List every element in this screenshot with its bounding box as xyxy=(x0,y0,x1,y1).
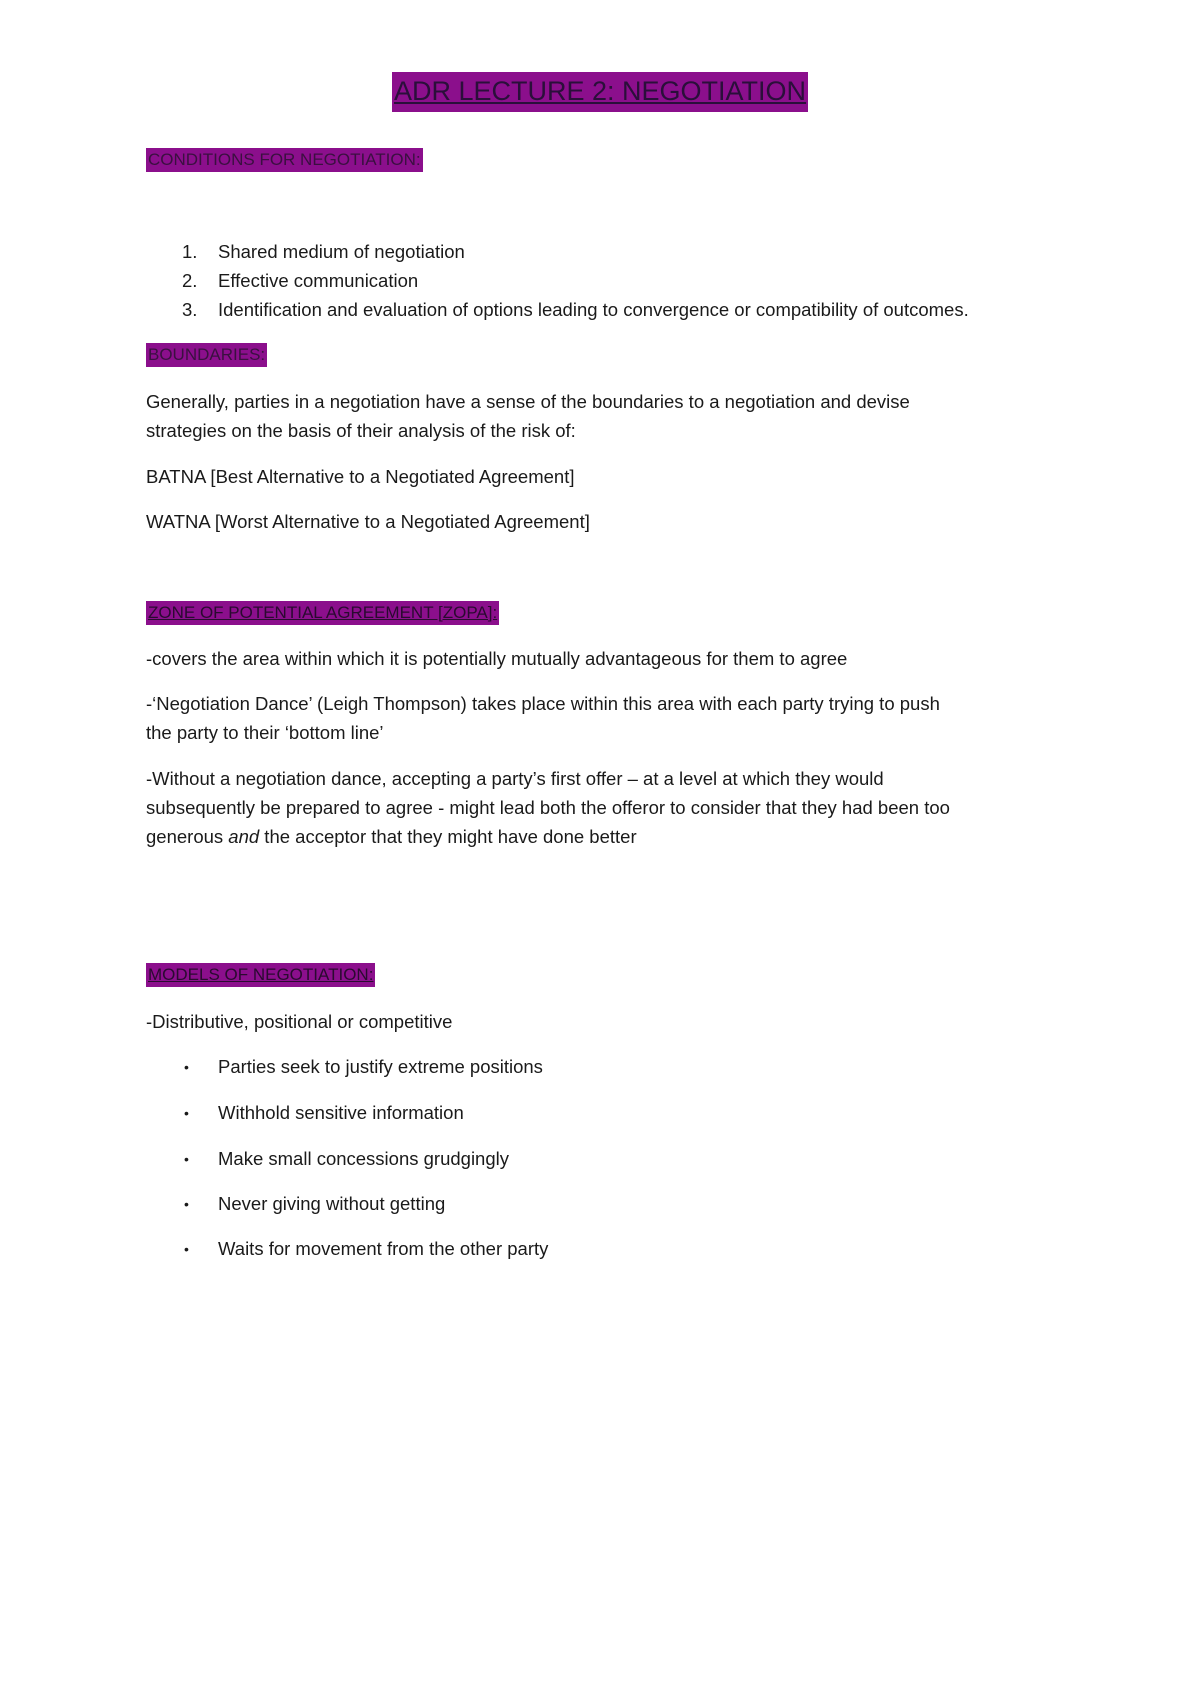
bullet-item: Parties seek to justify extreme positions xyxy=(218,1056,543,1077)
bullet-icon: • xyxy=(184,1151,189,1167)
bullet-item: Waits for movement from the other party xyxy=(218,1238,549,1259)
italic-text-run: and xyxy=(228,826,260,847)
watna-definition: WATNA [Worst Alternative to a Negotiated Agreement] xyxy=(146,511,590,532)
text-run: the acceptor that they might have done better xyxy=(259,826,637,847)
conditions-heading: CONDITIONS FOR NEGOTIATION: xyxy=(146,148,423,172)
title-container xyxy=(0,72,1200,112)
list-item: Identification and evaluation of options leading to convergence or compatibility of outcomes. xyxy=(218,299,969,320)
text-run: generous xyxy=(146,826,229,847)
bullet-icon: • xyxy=(184,1105,189,1121)
bullet-icon: • xyxy=(184,1196,189,1212)
zopa-paragraph: -covers the area within which it is potentially mutually advantageous for them to agree xyxy=(146,648,848,669)
models-heading: MODELS OF NEGOTIATION: xyxy=(146,963,375,987)
bullet-item: Never giving without getting xyxy=(218,1193,446,1214)
bullet-icon: • xyxy=(184,1059,189,1075)
boundaries-heading: BOUNDARIES: xyxy=(146,343,267,367)
bullet-item: Make small concessions grudgingly xyxy=(218,1148,509,1169)
list-item-number: 1. xyxy=(182,241,198,262)
zopa-paragraph-line: -‘Negotiation Dance’ (Leigh Thompson) takes place within this area with each party trying to push xyxy=(146,693,940,714)
bullet-icon: • xyxy=(184,1241,189,1257)
zopa-paragraph-line: -Without a negotiation dance, accepting a party’s first offer – at a level at which they would xyxy=(146,768,884,789)
zopa-heading: ZONE OF POTENTIAL AGREEMENT [ZOPA]: xyxy=(146,601,499,625)
models-subheading: -Distributive, positional or competitive xyxy=(146,1011,453,1032)
list-item: Effective communication xyxy=(218,270,419,291)
list-item-number: 3. xyxy=(182,299,198,320)
bullet-item: Withhold sensitive information xyxy=(218,1102,464,1123)
list-item: Shared medium of negotiation xyxy=(218,241,465,262)
boundaries-paragraph-line: strategies on the basis of their analysis of the risk of: xyxy=(146,420,576,441)
zopa-paragraph-line xyxy=(146,825,637,849)
zopa-paragraph-line: the party to their ‘bottom line’ xyxy=(146,722,384,743)
boundaries-paragraph-line: Generally, parties in a negotiation have a sense of the boundaries to a negotiation and devise xyxy=(146,391,910,412)
zopa-paragraph-line: subsequently be prepared to agree - might lead both the offeror to consider that they had been too xyxy=(146,797,950,818)
list-item-number: 2. xyxy=(182,270,198,291)
batna-definition: BATNA [Best Alternative to a Negotiated Agreement] xyxy=(146,466,575,487)
page-title: ADR LECTURE 2: NEGOTIATION xyxy=(392,72,808,112)
